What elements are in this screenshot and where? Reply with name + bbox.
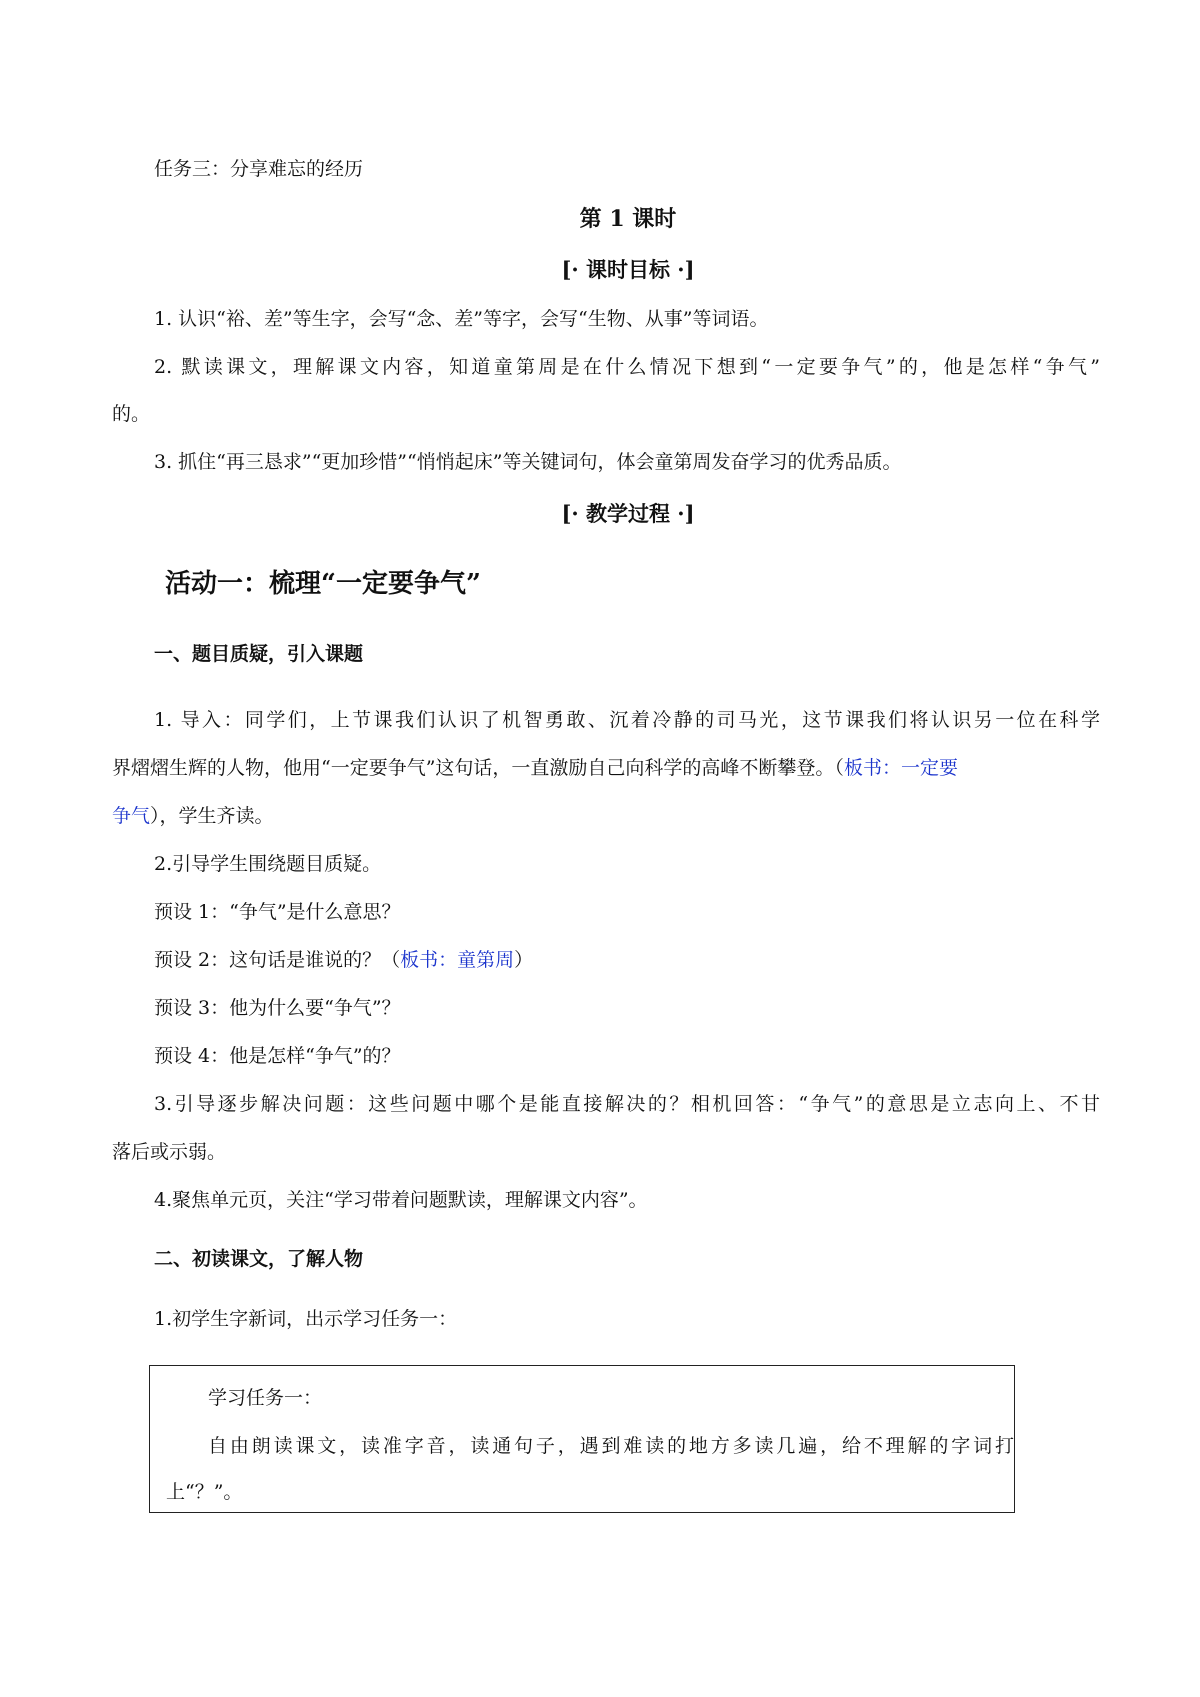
- goals-header: [· 课时目标 ·]: [561, 257, 695, 282]
- intro-para-line-3: [112, 807, 274, 826]
- intro-para-line-2: [112, 759, 958, 778]
- learning-task-box: [149, 1365, 1015, 1513]
- focus-para: 4.聚焦单元页，关注“学习带着问题默读，理解课文内容”。: [154, 1189, 648, 1211]
- board-note: 板书：一定要: [843, 757, 958, 779]
- task-three: 任务三：分享难忘的经历: [154, 158, 364, 180]
- section-1-title: 一、题目质疑，引入课题: [154, 643, 364, 665]
- goal-3: 3. 抓住“再三恳求”“更加珍惜”“悄悄起床”等关键词句，体会童第周发奋学习的优秀品质。: [154, 451, 902, 473]
- preset-3: 预设 3：他为什么要“争气”？: [154, 997, 401, 1019]
- preset-4: 预设 4：他是怎样“争气”的？: [154, 1045, 401, 1067]
- goal-2: 2. 默读课文，理解课文内容，知道童第周是在什么情况下想到“一定要争气”的，他是怎样“争气”: [154, 356, 1100, 378]
- solve-para-line-1: 3.引导逐步解决问题：这些问题中哪个是能直接解决的？相机回答：“争气”的意思是立志向上、不甘: [154, 1093, 1100, 1115]
- intro-text-end: ），学生齐读。: [150, 805, 274, 827]
- new-words-para: 1.初学生字新词，出示学习任务一：: [154, 1308, 458, 1330]
- preset-2-end: ）: [514, 949, 534, 971]
- preset-2: [154, 951, 533, 970]
- activity-1-title: 活动一：梳理“一定要争气”: [165, 569, 481, 599]
- intro-para-line-1: 1. 导入：同学们，上节课我们认识了机智勇敢、沉着冷静的司马光，这节课我们将认识另一位在科学: [154, 709, 1100, 731]
- board-note-2: 板书：童第周: [400, 949, 515, 971]
- preset-1: 预设 1：“争气”是什么意思？: [154, 901, 401, 923]
- intro-text: 界熠熠生辉的人物，他用“一定要争气”这句话，一直激励自己向科学的高峰不断攀登。（: [112, 757, 844, 779]
- section-2-title: 二、初读课文，了解人物: [154, 1248, 364, 1270]
- lesson-title: 第 1 课时: [579, 206, 677, 232]
- board-note-cont: 争气: [112, 805, 151, 827]
- task-box-line-1: 自由朗读课文，读准字音，读通句子，遇到难读的地方多读几遍，给不理解的字词打: [208, 1435, 1014, 1457]
- process-header: [· 教学过程 ·]: [561, 501, 695, 526]
- solve-para-line-2: 落后或示弱。: [112, 1141, 227, 1163]
- preset-2-text: 预设 2：这句话是谁说的？（: [154, 949, 401, 971]
- goal-2-cont: 的。: [112, 403, 151, 425]
- task-box-line-2: 上“？”。: [166, 1481, 243, 1503]
- goal-1: 1. 认识“裕、差”等生字，会写“念、差”等字，会写“生物、从事”等词语。: [154, 308, 769, 330]
- task-box-title: 学习任务一：: [208, 1387, 323, 1409]
- guide-question: 2.引导学生围绕题目质疑。: [154, 853, 382, 875]
